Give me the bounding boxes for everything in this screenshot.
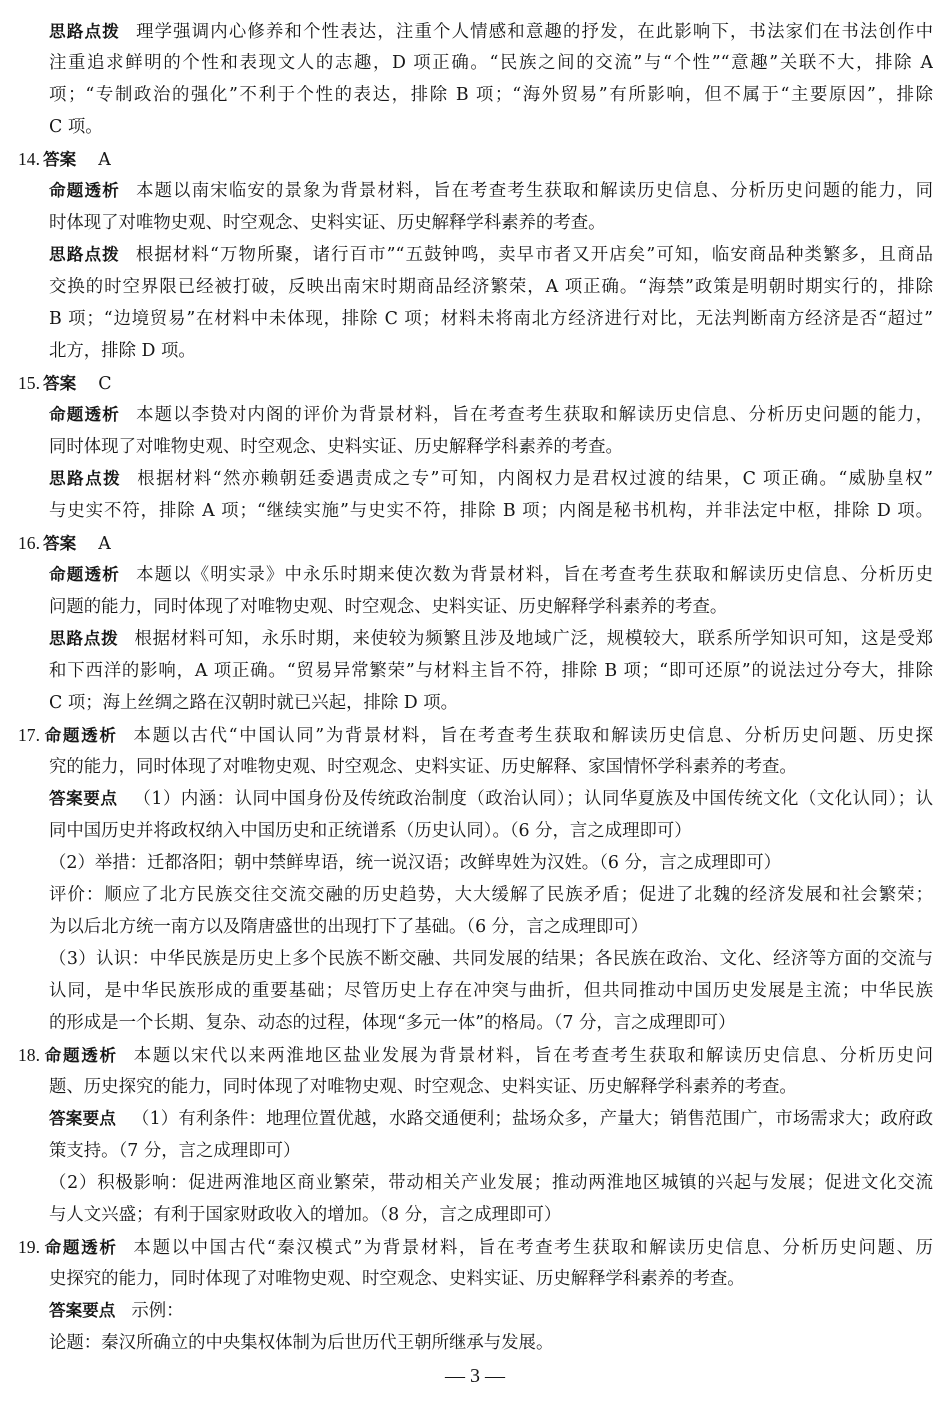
q18-yaodian-line-2 <box>49 1136 933 1166</box>
mingti-label: 命题透析 <box>49 181 121 200</box>
q19-mingti-line-1 <box>18 1232 933 1262</box>
text-line: （3）认识：中华民族是历史上多个民族不断交融、共同发展的结果；各民族在政治、文化、经济等方面的交流与 <box>49 949 933 969</box>
q17-yaodian-line-3 <box>49 848 933 878</box>
question-number: 14. <box>18 149 40 169</box>
answer-value: A <box>98 150 111 170</box>
text-line: 本题以宋代以来两淮地区盐业发展为背景材料，旨在考查考生获取和解读历史信息、分析历史问 <box>133 1046 933 1066</box>
q13-silu-line-1 <box>49 17 933 47</box>
text-line: B 项；“边境贸易”在材料中未体现，排除 C 项；材料未将南北方经济进行对比，无法判断南方经济是否“超过” <box>49 309 933 329</box>
text-line: 认同，是中华民族形成的重要基础；尽管历史上存在冲突与曲折，但共同推动中国历史发展是主流；中华民族 <box>49 981 933 1001</box>
text-line: 本题以中国古代“秦汉模式”为背景材料，旨在考查考生获取和解读历史信息、分析历史问题、历 <box>133 1238 933 1258</box>
text-line: 本题以南宋临安的景象为背景材料，旨在考查考生获取和解读历史信息、分析历史问题的能力，同 <box>136 181 933 201</box>
silu-label: 思路点拨 <box>49 245 120 264</box>
yaodian-label: 答案要点 <box>49 789 118 808</box>
text-line: （2）举措：迁都洛阳；朝中禁鲜卑语，统一说汉语；改鲜卑姓为汉姓。（6 分，言之成理即可） <box>49 853 781 873</box>
text-line: 本题以《明实录》中永乐时期来使次数为背景材料，旨在考查考生获取和解读历史信息、分析历史 <box>136 565 933 585</box>
q14-answer-line <box>18 144 933 174</box>
text-line: 根据材料“然亦赖朝廷委遇责成之专”可知，内阁权力是君权过渡的结果，C 项正确。“威胁皇权” <box>137 469 933 489</box>
text-line: 时体现了对唯物史观、时空观念、史料实证、历史解释学科素养的考查。 <box>49 213 606 233</box>
q16-answer-line <box>18 528 933 558</box>
silu-label: 思路点拨 <box>49 629 119 648</box>
q16-silu-line-3 <box>49 688 933 718</box>
q17-yaodian-line-1 <box>49 784 933 814</box>
q14-silu-line-4 <box>49 336 933 366</box>
q16-silu-line-2 <box>49 656 933 686</box>
q17-yaodian-line-4 <box>49 880 933 910</box>
q18-mingti-line-1 <box>18 1040 933 1070</box>
text-line: 和下西洋的影响，A 项正确。“贸易异常繁荣”与材料主旨不符，排除 B 项；“即可还原”的说法过分夸大，排除 <box>49 661 933 681</box>
q18-yaodian-line-4 <box>49 1200 933 1230</box>
text-line: 项；“专制政治的强化”不利于个性的表达，排除 B 项；“海外贸易”有所影响，但不属于“主要原因”，排除 <box>49 85 933 105</box>
text-line: 的形成是一个长期、复杂、动态的过程，体现“多元一体”的格局。（7 分，言之成理即可） <box>49 1013 736 1033</box>
text-line: （2）积极影响：促进两淮地区商业繁荣，带动相关产业发展；推动两淮地区城镇的兴起与发展；促进文化交流 <box>49 1173 933 1193</box>
q19-mingti-line-2 <box>49 1264 933 1294</box>
mingti-label: 命题透析 <box>43 726 118 745</box>
silu-label: 思路点拨 <box>49 22 121 41</box>
page-number: — 3 — <box>445 1365 505 1387</box>
question-number: 19. <box>18 1237 40 1257</box>
text-line: 本题以古代“中国认同”为背景材料，旨在考查考生获取和解读历史信息、分析历史问题、历史探 <box>133 726 933 746</box>
q19-yaodian-line-1 <box>49 1296 933 1326</box>
q18-mingti-line-2 <box>49 1072 933 1102</box>
answer-value: A <box>98 534 111 554</box>
text-line: 示例： <box>131 1301 184 1321</box>
question-number: 17. <box>18 725 40 745</box>
mingti-label: 命题透析 <box>49 405 121 424</box>
silu-label: 思路点拨 <box>49 469 122 488</box>
q14-mingti-line-1 <box>49 176 933 206</box>
q15-mingti-line-2 <box>49 432 933 462</box>
q17-yaodian-line-2 <box>49 816 933 846</box>
text-line: 史探究的能力，同时体现了对唯物史观、时空观念、史料实证、历史解释学科素养的考查。 <box>49 1269 745 1289</box>
question-number: 16. <box>18 533 40 553</box>
q17-yaodian-line-8 <box>49 1008 933 1038</box>
q13-silu-line-2 <box>49 48 933 78</box>
q15-mingti-line-1 <box>49 400 933 430</box>
text-line: （1）内涵：认同中国身份及传统政治制度（政治认同）；认同华夏族及中国传统文化（文化认同）；认 <box>133 789 933 809</box>
text-line: C 项。 <box>49 117 103 137</box>
q18-yaodian-line-3 <box>49 1168 933 1198</box>
text-line: 问题的能力，同时体现了对唯物史观、时空观念、史料实证、历史解释学科素养的考查。 <box>49 597 728 617</box>
text-line: 根据材料“万物所聚，诸行百市”“五鼓钟鸣，卖早市者又开店矣”可知，临安商品种类繁多，且商品 <box>135 245 933 265</box>
yaodian-label: 答案要点 <box>49 1301 116 1320</box>
text-line: （1）有利条件：地理位置优越，水路交通便利；盐场众多，产量大；销售范围广，市场需求大；政府政 <box>132 1109 933 1129</box>
text-line: 题、历史探究的能力，同时体现了对唯物史观、时空观念、史料实证、历史解释学科素养的考查。 <box>49 1077 797 1097</box>
yaodian-label: 答案要点 <box>49 1109 117 1128</box>
mingti-label: 命题透析 <box>43 1238 118 1257</box>
question-number: 15. <box>18 373 40 393</box>
text-line: 注重追求鲜明的个性和表现文人的志趣，D 项正确。“民族之间的交流”与“个性”“意趣”关联不大，排除 A <box>49 53 933 73</box>
text-line: 交换的时空界限已经被打破，反映出南宋时期商品经济繁荣，A 项正确。“海禁”政策是明朝时期实行的，排除 <box>49 277 933 297</box>
answer-label: 答案 <box>43 534 77 553</box>
text-line: 究的能力，同时体现了对唯物史观、时空观念、史料实证、历史解释、家国情怀学科素养的考查。 <box>49 757 797 777</box>
q17-yaodian-line-5 <box>49 912 933 942</box>
text-line: 根据材料可知，永乐时期，来使较为频繁且涉及地域广泛，规模较大，联系所学知识可知，这是受郑 <box>134 629 933 649</box>
q19-yaodian-line-2 <box>49 1328 933 1358</box>
answer-label: 答案 <box>43 150 77 169</box>
q16-mingti-line-2 <box>49 592 933 622</box>
text-line: 与人文兴盛；有利于国家财政收入的增加。（8 分，言之成理即可） <box>49 1205 562 1225</box>
q16-mingti-line-1 <box>49 560 933 590</box>
q14-silu-line-3 <box>49 304 933 334</box>
text-line: 评价：顺应了北方民族交往交流交融的历史趋势，大大缓解了民族矛盾；促进了北魏的经济发展和社会繁荣； <box>49 885 933 905</box>
q13-silu-line-4 <box>49 112 933 142</box>
question-number: 18. <box>18 1045 40 1065</box>
text-line: 为以后北方统一南方以及隋唐盛世的出现打下了基础。（6 分，言之成理即可） <box>49 917 649 937</box>
mingti-label: 命题透析 <box>43 1046 118 1065</box>
text-line: 策支持。（7 分，言之成理即可） <box>49 1141 301 1161</box>
q17-yaodian-line-6 <box>49 944 933 974</box>
q13-silu-line-3 <box>49 80 933 110</box>
text-line: C 项；海上丝绸之路在汉朝时就已兴起，排除 D 项。 <box>49 693 459 713</box>
q17-yaodian-line-7 <box>49 976 933 1006</box>
text-line: 与史实不符，排除 A 项；“继续实施”与史实不符，排除 B 项；内阁是秘书机构，并非法定中枢，排除 D 项。 <box>49 501 933 521</box>
q16-silu-line-1 <box>49 624 933 654</box>
q18-yaodian-line-1 <box>49 1104 933 1134</box>
text-line: 理学强调内心修养和个性表达，注重个人情感和意趣的抒发，在此影响下，书法家们在书法创作中 <box>136 22 933 42</box>
q15-answer-line <box>18 368 933 398</box>
q15-silu-line-1 <box>49 464 933 494</box>
q14-silu-line-1 <box>49 240 933 270</box>
q14-mingti-line-2 <box>49 208 933 238</box>
q15-silu-line-2 <box>49 496 933 526</box>
q17-mingti-line-2 <box>49 752 933 782</box>
text-line: 北方，排除 D 项。 <box>49 341 196 361</box>
text-line: 论题：秦汉所确立的中央集权体制为后世历代王朝所继承与发展。 <box>49 1333 554 1353</box>
mingti-label: 命题透析 <box>49 565 121 584</box>
answer-label: 答案 <box>43 374 77 393</box>
q14-silu-line-2 <box>49 272 933 302</box>
text-line: 同中国历史并将政权纳入中国历史和正统谱系（历史认同）。（6 分，言之成理即可） <box>49 821 692 841</box>
answer-value: C <box>98 374 112 394</box>
q17-mingti-line-1 <box>18 720 933 750</box>
text-line: 本题以李贽对内阁的评价为背景材料，旨在考查考生获取和解读历史信息、分析历史问题的能力， <box>136 405 933 425</box>
text-line: 同时体现了对唯物史观、时空观念、史料实证、历史解释学科素养的考查。 <box>49 437 623 457</box>
